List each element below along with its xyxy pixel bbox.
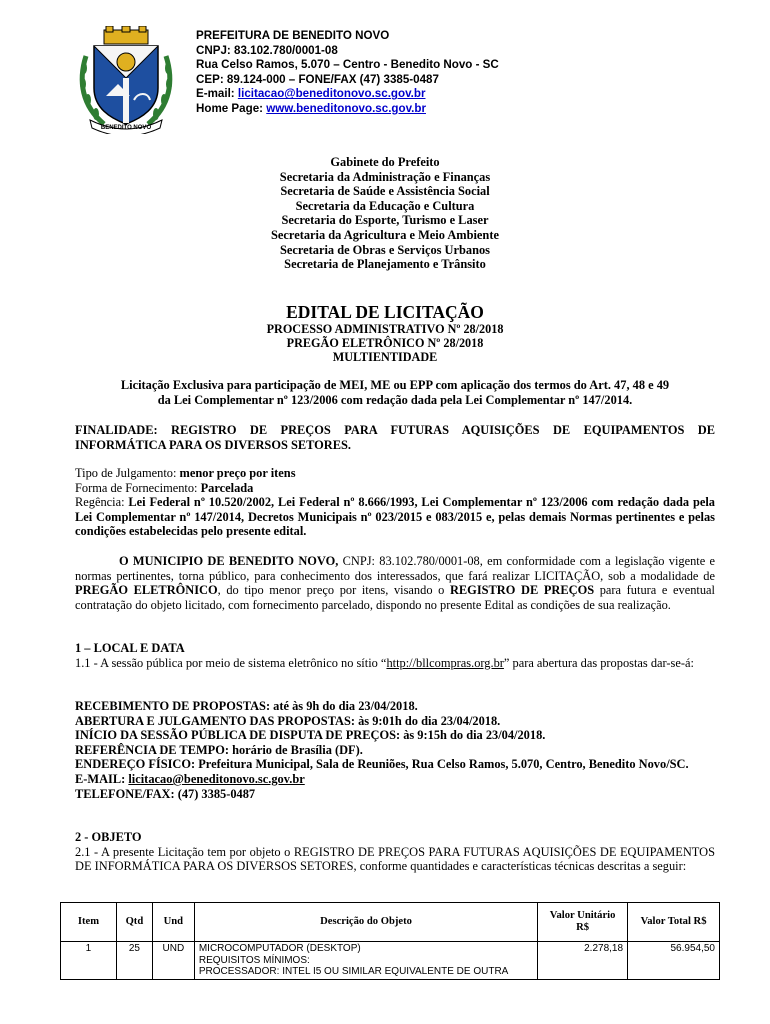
- secretariat-item: Secretaria de Obras e Serviços Urbanos: [279, 242, 491, 257]
- exclusive-line-1: Licitação Exclusiva para participação de MEI, ME ou EPP com aplicação dos termos do Art. 47, 48 e 49: [120, 378, 670, 392]
- desc-line: MICROCOMPUTADOR (DESKTOP): [198, 943, 361, 954]
- schedule-block: [75, 699, 715, 801]
- finalidade-paragraph: FINALIDADE: REGISTRO DE PREÇOS PARA FUTURAS AQUISIÇÕES DE EQUIPAMENTOS DE INFORMÁTICA PARA OS DIVERSOS SETORES.: [75, 423, 715, 452]
- secretariat-list: [0, 155, 770, 272]
- secretariat-item: Gabinete do Prefeito: [330, 155, 440, 169]
- schedule-email-link[interactable]: licitacao@beneditonovo.sc.gov.br: [128, 771, 305, 786]
- multientity-label: MULTIENTIDADE: [332, 350, 438, 365]
- section-2-heading: 2 - OBJETO: [75, 830, 142, 844]
- secretariat-item: Secretaria de Saúde e Assistência Social: [280, 184, 490, 199]
- edital-title-block: [0, 302, 770, 365]
- intro-paragraph: [75, 554, 715, 612]
- secretariat-item: Secretaria do Esporte, Turismo e Laser: [281, 213, 489, 228]
- schedule-referencia: REFERÊNCIA DE TEMPO: horário de Brasília (DF).: [75, 742, 363, 757]
- cell-qtd: 25: [116, 942, 152, 980]
- intro-part-3: para futura e eventual contratação do objeto licitado, com fornecimento parcelado, dispondo no presente Edital as condições de sua realização.: [75, 583, 715, 612]
- regencia-value: Lei Federal nº 10.520/2002, Lei Federal nº 8.666/1993, Lei Complementar nº 123/2006 com redação dada pela Lei Complementar nº 147/2014, Decretos Municipais nº 023/2015 e 083/2015 e, pelas demais Normas pertinentes e pelas condições estabelecidas pelo presente edital.: [75, 495, 716, 539]
- desc-line: PROCESSADOR: INTEL I5 OU SIMILAR EQUIVALENTE DE OUTRA: [198, 966, 509, 978]
- intro-modality: PREGÃO ELETRÔNICO: [75, 583, 218, 598]
- cell-und: UND: [152, 942, 194, 980]
- page-title: EDITAL DE LICITAÇÃO: [286, 302, 484, 322]
- intro-registro: REGISTRO DE PREÇOS: [449, 583, 595, 598]
- col-header-total-price: Valor Total R$: [628, 903, 720, 942]
- section-local-data: [75, 641, 715, 670]
- cell-total-price: 56.954,50: [628, 942, 720, 980]
- bll-link[interactable]: http://bllcompras.org.br: [386, 655, 504, 670]
- table-header-row: [61, 903, 720, 942]
- intro-entity: O MUNICIPIO DE BENEDITO NOVO,: [119, 554, 339, 568]
- section-1-text-post: ” para abertura das propostas dar-se-á:: [503, 655, 694, 670]
- section-1-heading: 1 – LOCAL E DATA: [75, 641, 185, 655]
- letterhead: [196, 29, 499, 117]
- supply-form: [75, 481, 715, 496]
- secretariat-item: Secretaria da Educação e Cultura: [295, 198, 475, 213]
- letterhead-email-link[interactable]: licitacao@beneditonovo.sc.gov.br: [237, 87, 426, 101]
- intro-part-2: , do tipo menor preço por itens, visando o: [217, 583, 450, 598]
- regencia-label: Regência:: [75, 495, 129, 510]
- judgment-info: [75, 466, 715, 539]
- judgment-type: [75, 466, 715, 481]
- schedule-telefone: TELEFONE/FAX: (47) 3385-0487: [75, 786, 256, 801]
- section-1-text: [75, 656, 715, 671]
- schedule-email-label: E-MAIL:: [75, 771, 129, 786]
- col-header-desc: Descrição do Objeto: [194, 903, 537, 942]
- secretariat-item: Secretaria de Planejamento e Trânsito: [284, 257, 486, 272]
- schedule-recebimento: RECEBIMENTO DE PROPOSTAS: até às 9h do dia 23/04/2018.: [75, 699, 418, 713]
- letterhead-cnpj: CNPJ: 83.102.780/0001-08: [196, 43, 338, 57]
- col-header-und: Und: [152, 903, 194, 942]
- schedule-abertura: ABERTURA E JULGAMENTO DAS PROPOSTAS: às 9:01h do dia 23/04/2018.: [75, 713, 501, 728]
- judgment-type-label: Tipo de Julgamento:: [75, 466, 180, 480]
- section-1-text-pre: 1.1 - A sessão pública por meio de sistema eletrônico no sítio “: [75, 655, 387, 670]
- secretariat-item: Secretaria da Agricultura e Meio Ambiente: [271, 227, 499, 242]
- intro-part-1: CNPJ: 83.102.780/0001-08, em conformidade com a legislação vigente e normas pertinentes, torna público, para conhecimento dos interessados, que fará realizar LICITAÇÃO, sob a modalidade de: [75, 554, 715, 583]
- items-table: [60, 902, 720, 980]
- letterhead-home-label: Home Page:: [196, 101, 267, 115]
- letterhead-cep-phone: CEP: 89.124-000 – FONE/FAX (47) 3385-0487: [196, 72, 439, 86]
- section-2-text: 2.1 - A presente Licitação tem por objeto o REGISTRO DE PREÇOS PARA FUTURAS AQUISIÇÕES DE EQUIPAMENTOS DE INFORMÁTICA PARA OS DIVERSOS SETORES, conforme quantidades e características técnicas descritas a seguir:: [75, 844, 715, 874]
- letterhead-email-line: [196, 87, 499, 102]
- letterhead-email-label: E-mail:: [196, 87, 238, 101]
- process-number: PROCESSO ADMINISTRATIVO Nº 28/2018: [266, 322, 504, 336]
- supply-form-label: Forma de Fornecimento:: [75, 480, 201, 495]
- pregao-number: PREGÃO ELETRÔNICO Nº 28/2018: [286, 336, 484, 351]
- secretariat-item: Secretaria da Administração e Finanças: [279, 169, 491, 184]
- cell-item: 1: [61, 942, 117, 980]
- supply-form-value: Parcelada: [200, 480, 254, 495]
- section-objeto: [75, 830, 715, 874]
- crest-banner-text: BENEDITO NOVO: [100, 125, 152, 131]
- schedule-endereco: ENDEREÇO FÍSICO: Prefeitura Municipal, Sala de Reuniões, Rua Celso Ramos, 5.070, Centro, Benedito Novo/SC.: [75, 757, 689, 772]
- letterhead-name: PREFEITURA DE BENEDITO NOVO: [196, 29, 390, 42]
- schedule-inicio: INÍCIO DA SESSÃO PÚBLICA DE DISPUTA DE PREÇOS: às 9:15h do dia 23/04/2018.: [75, 728, 546, 743]
- letterhead-home-line: [196, 102, 499, 117]
- letterhead-home-link[interactable]: www.beneditonovo.sc.gov.br: [266, 101, 426, 115]
- municipal-crest-icon: [76, 26, 176, 134]
- cell-desc: [194, 942, 537, 980]
- judgment-type-value: menor preço por itens: [179, 466, 296, 480]
- schedule-email: [75, 772, 715, 787]
- regencia: [75, 495, 715, 539]
- exclusive-line-2: da Lei Complementar nº 123/2006 com redação dada pela Lei Complementar nº 147/2014.: [157, 392, 633, 407]
- col-header-item: Item: [61, 903, 117, 942]
- exclusive-participation-note: [75, 378, 715, 407]
- letterhead-address: Rua Celso Ramos, 5.070 – Centro - Benedito Novo - SC: [196, 58, 499, 72]
- col-header-qtd: Qtd: [116, 903, 152, 942]
- desc-line: REQUISITOS MÍNIMOS:: [198, 954, 310, 966]
- col-header-unit-price: Valor Unitário R$: [538, 903, 628, 942]
- table-row: [61, 942, 720, 980]
- cell-unit-price: 2.278,18: [538, 942, 628, 980]
